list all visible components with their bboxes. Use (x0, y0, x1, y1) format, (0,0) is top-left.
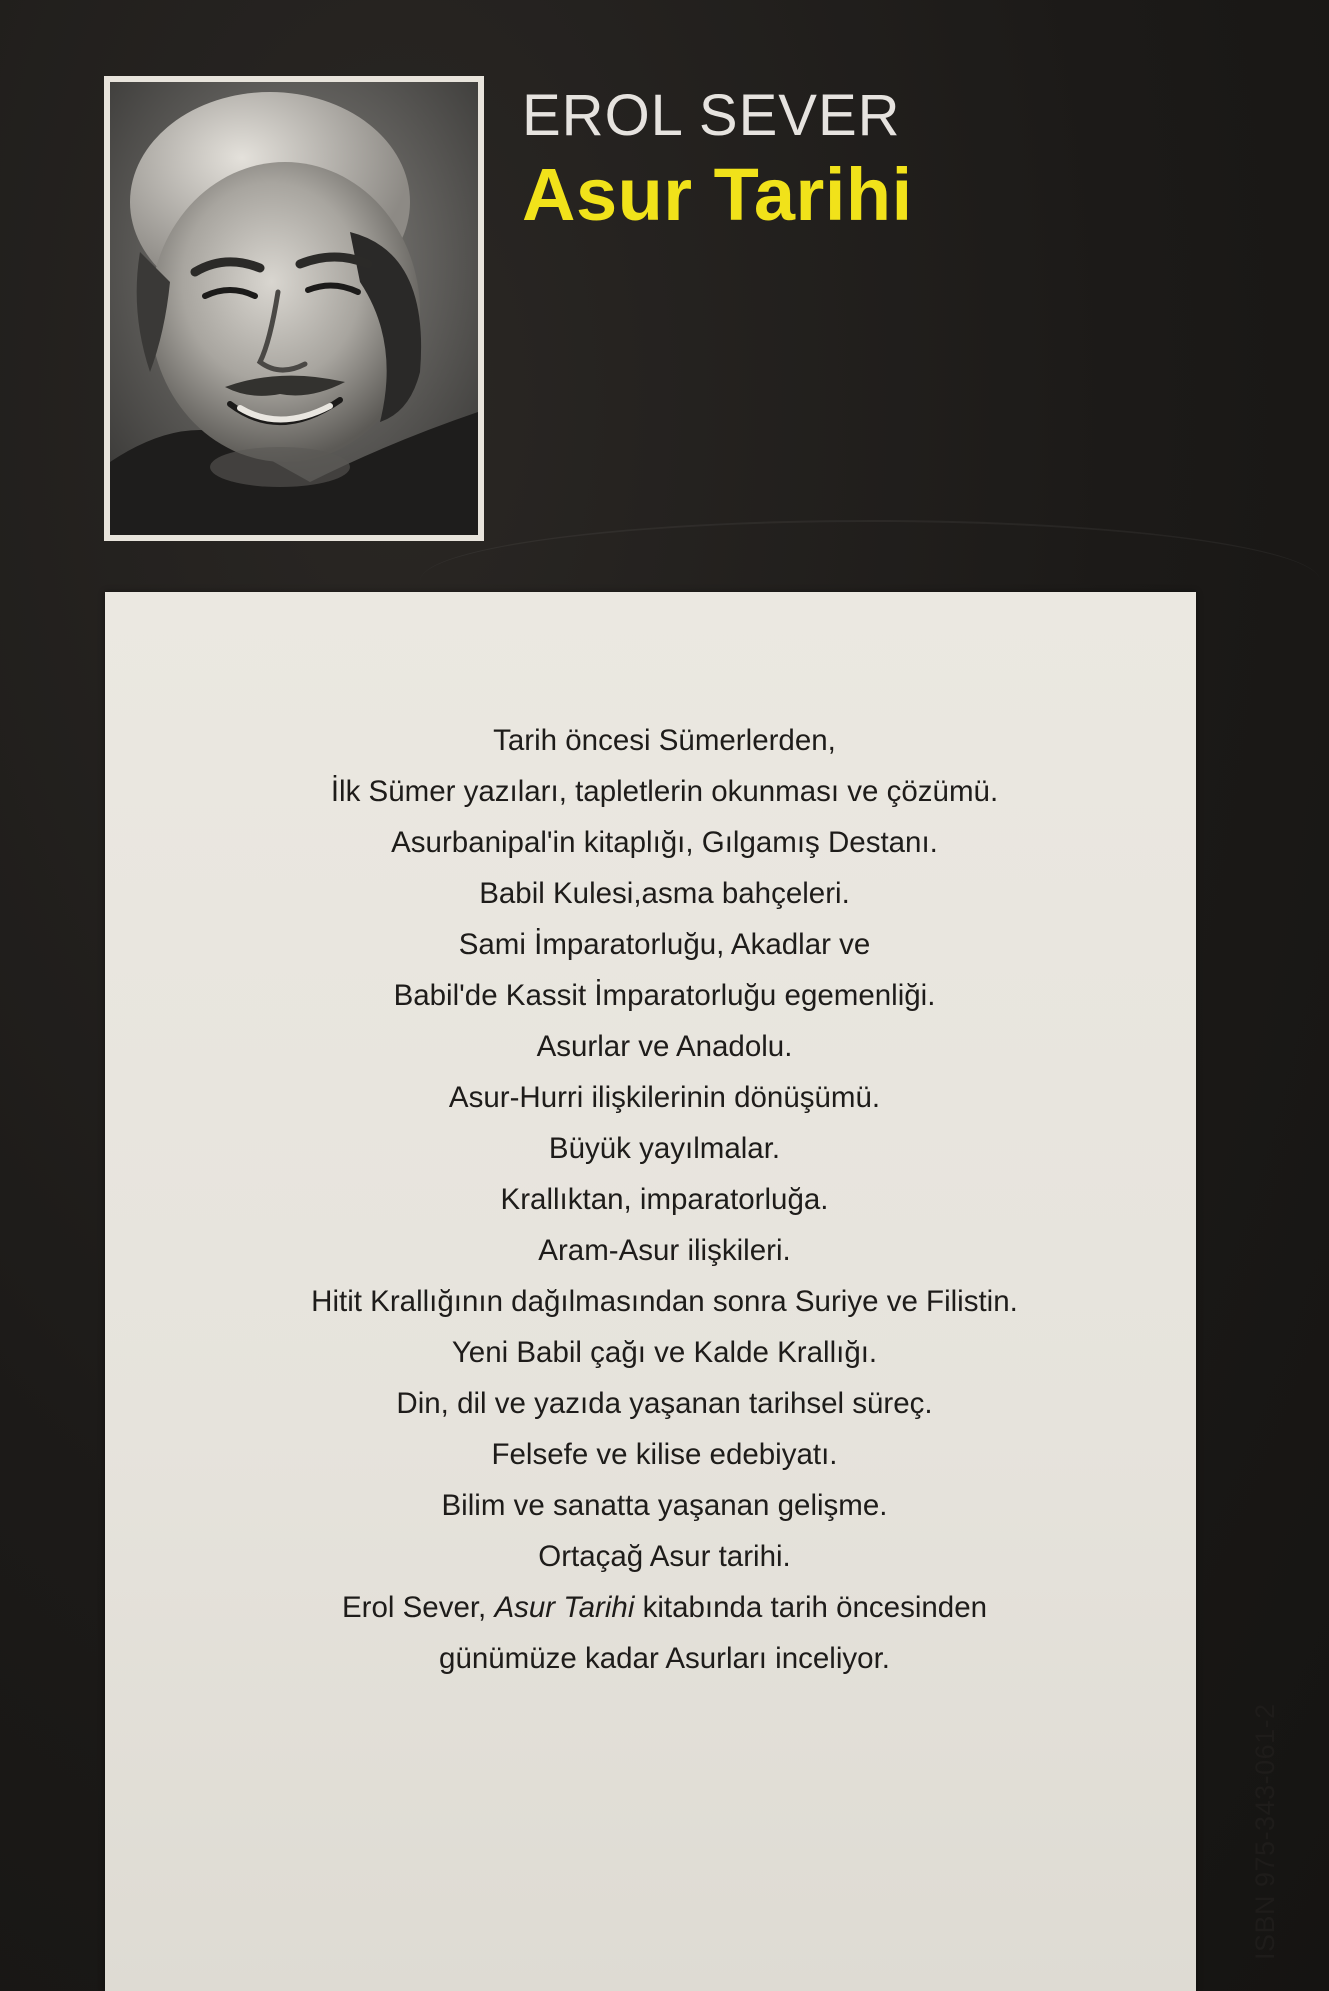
blurb-line: Babil Kulesi,asma bahçeleri. (479, 877, 850, 910)
blurb-line: Felsefe ve kilise edebiyatı. (491, 1438, 838, 1471)
book-title: Asur Tarihi (522, 153, 913, 236)
blurb-line: Krallıktan, imparatorluğa. (500, 1183, 829, 1216)
blurb-line: Büyük yayılmalar. (548, 1132, 781, 1165)
blurb-line: Yeni Babil çağı ve Kalde Krallığı. (451, 1336, 878, 1369)
blurb-line: Asur-Hurri ilişkilerinin dönüşümü. (448, 1081, 881, 1114)
author-portrait-photo (110, 82, 478, 535)
isbn-number: ISBN 975-343-061-2 (1250, 1703, 1280, 1960)
blurb-line: Babil'de Kassit İmparatorluğu egemenliği. (393, 979, 936, 1012)
blurb-line: Aram-Asur ilişkileri. (538, 1234, 791, 1267)
blurb-text (0, 715, 1329, 1684)
closing-rest: kitabında tarih öncesinden (642, 1591, 988, 1624)
closing-author: Erol Sever, (341, 1591, 487, 1624)
blurb-line: Asurlar ve Anadolu. (536, 1030, 793, 1063)
author-photo-frame (104, 76, 484, 541)
blurb-line: Hitit Krallığının dağılmasından sonra Suriye ve Filistin. (311, 1285, 1018, 1318)
blurb-line: Ortaçağ Asur tarihi. (538, 1540, 791, 1573)
blurb-closing-line (0, 1582, 1329, 1633)
closing-book-title: Asur Tarihi (494, 1591, 635, 1624)
blurb-line: Tarih öncesi Sümerlerden, (493, 724, 836, 757)
author-name: EROL SEVER (522, 83, 901, 148)
blurb-line: Bilim ve sanatta yaşanan gelişme. (441, 1489, 888, 1522)
blurb-line: Din, dil ve yazıda yaşanan tarihsel süreç. (396, 1387, 933, 1420)
blurb-line: İlk Sümer yazıları, tapletlerin okunması ve çözümü. (330, 775, 999, 808)
blurb-closing-line-2: günümüze kadar Asurları inceliyor. (439, 1642, 890, 1675)
blurb-line: Asurbanipal'in kitaplığı, Gılgamış Destanı. (391, 826, 938, 859)
blurb-line: Sami İmparatorluğu, Akadlar ve (458, 928, 871, 961)
